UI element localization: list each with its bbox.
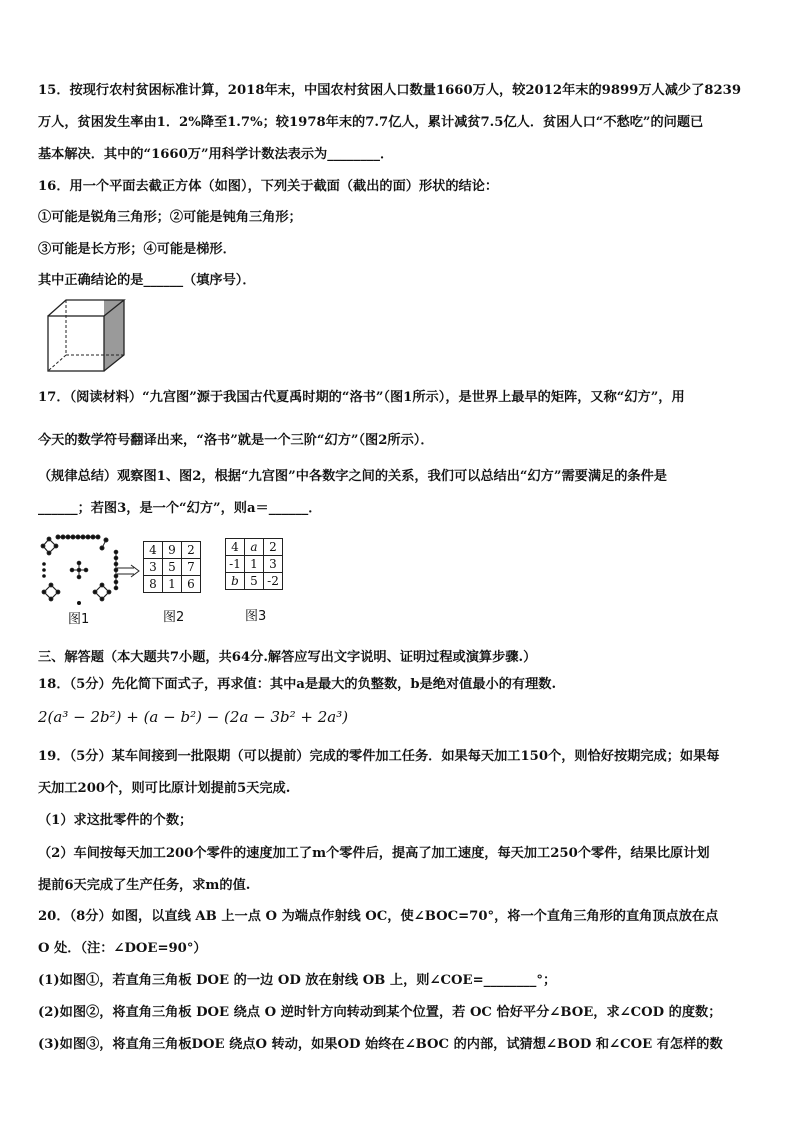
q16-line1: 16．用一个平面去截正方体（如图），下列关于截面（截出的面）形状的结论：: [38, 179, 499, 194]
grid2-cell: 5: [163, 559, 182, 576]
grid3-cell: 3: [264, 556, 283, 573]
grid2-row: [144, 542, 201, 559]
grid3-cell: 4: [226, 539, 245, 556]
q16-line3: ③可能是长方形；④可能是梯形．: [38, 242, 236, 257]
q19-line5: 提前6天完成了生产任务，求m的值.: [38, 878, 251, 893]
section-heading: 三、解答题（本大题共7小题，共64分.解答应写出文字说明、证明过程或演算步骤.）: [38, 650, 537, 665]
q20-line3: (1)如图①，若直角三角板 DOE 的一边 OD 放在射线 OB 上，则∠COE=________°；: [38, 973, 557, 988]
q16-line4: 其中正确结论的是______（填序号）．: [38, 273, 256, 288]
figure-3-caption: 图3: [245, 609, 267, 624]
q18-expression: 2(a³ − 2b²) + (a − b²) − (2a − 3b² + 2a³): [38, 708, 349, 726]
grid3-cell: -1: [226, 556, 245, 573]
arrow-icon: [117, 564, 141, 578]
grid3-cell: 5: [245, 573, 264, 590]
magic-square-grid-3: [225, 538, 283, 590]
q20-line5: (3)如图③，将直角三角板DOE 绕点O 转动，如果OD 始终在∠BOC 的内部，试猜想∠BOD 和∠COE 有怎样的数: [38, 1037, 723, 1052]
luoshu-figure: [38, 534, 122, 610]
q17-line3: （规律总结）观察图1、图2，根据“九宫图”中各数字之间的关系，我们可以总结出“幻方”需要满足的条件是: [38, 469, 667, 484]
luoshu-top-right: [100, 538, 108, 550]
grid3-row: [226, 573, 283, 590]
luoshu-top-chain: [56, 535, 100, 539]
grid2-cell: 6: [182, 576, 201, 593]
luoshu-bottom-right: [93, 583, 111, 601]
cube-figure: [44, 298, 128, 374]
q17-line2: 今天的数学符号翻译出来，“洛书”就是一个三阶“幻方”（图2所示）．: [38, 433, 434, 448]
grid3-cell: 2: [264, 539, 283, 556]
grid2-cell: 3: [144, 559, 163, 576]
grid3-row: [226, 556, 283, 573]
grid3-cell: -2: [264, 573, 283, 590]
figure-1-caption: 图1: [68, 612, 90, 627]
luoshu-bottom: [77, 601, 81, 605]
q17-line1: 17．（阅读材料）“九宫图”源于我国古代夏禹时期的“洛书”（图1所示），是世界上最早的矩阵，又称“幻方”，用: [38, 390, 685, 405]
luoshu-bottom-left: [42, 583, 60, 601]
grid3-cell: 1: [245, 556, 264, 573]
q15-line1: 15．按现行农村贫困标准计算，2018年末，中国农村贫困人口数量1660万人，较2012年末的9899万人减少了8239: [38, 83, 741, 98]
cube-hidden-diagonal: [48, 355, 66, 371]
grid2-cell: 7: [182, 559, 201, 576]
grid2-cell: 2: [182, 542, 201, 559]
q20-line1: 20．（8分）如图，以直线 AB 上一点 O 为端点作射线 OC，使∠BOC=70°，将一个直角三角形的直角顶点放在点: [38, 909, 719, 924]
q15-line2: 万人，贫困发生率由1．2%降至1.7%；较1978年末的7.7亿人，累计减贫7.5亿人．贫困人口“不愁吃”的问题已: [38, 115, 704, 130]
luoshu-top-left: [41, 537, 58, 555]
cube-shaded-face: [104, 300, 124, 371]
q15-line3: 基本解决．其中的“1660万”用科学计数法表示为________．: [38, 147, 394, 162]
grid2-cell: 4: [144, 542, 163, 559]
grid2-cell: 9: [163, 542, 182, 559]
q16-line2: ①可能是锐角三角形；②可能是钝角三角形；: [38, 210, 302, 225]
luoshu-center: [70, 561, 88, 579]
q18-line1: 18．（5分）先化简下面式子，再求值：其中a是最大的负整数，b是绝对值最小的有理数.: [38, 677, 557, 692]
grid3-cell: a: [245, 539, 264, 556]
q19-line4: （2）车间按每天加工200个零件的速度加工了m个零件后，提高了加工速度，每天加工250个零件，结果比原计划: [38, 846, 710, 861]
figure-2-caption: 图2: [163, 610, 185, 625]
grid2-row: [144, 559, 201, 576]
q20-line2: O 处．（注：∠DOE=90°）: [38, 941, 207, 956]
grid3-cell: b: [226, 573, 245, 590]
grid2-cell: 8: [144, 576, 163, 593]
q20-line4: (2)如图②，将直角三角板 DOE 绕点 O 逆时针方向转动到某个位置，若 OC 恰好平分∠BOE，求∠COD 的度数；: [38, 1005, 722, 1020]
q19-line3: （1）求这批零件的个数；: [38, 813, 193, 828]
q17-line4: ______；若图3，是一个“幻方”，则a＝______．: [38, 501, 322, 516]
luoshu-left: [42, 562, 46, 578]
grid2-cell: 1: [163, 576, 182, 593]
q19-line2: 天加工200个，则可比原计划提前5天完成.: [38, 781, 291, 796]
grid2-row: [144, 576, 201, 593]
magic-square-grid-2: [143, 541, 201, 593]
cube-front-face: [48, 316, 104, 371]
grid3-row: [226, 539, 283, 556]
q19-line1: 19．（5分）某车间接到一批限期（可以提前）完成的零件加工任务．如果每天加工150个，则恰好按期完成；如果每: [38, 749, 720, 764]
